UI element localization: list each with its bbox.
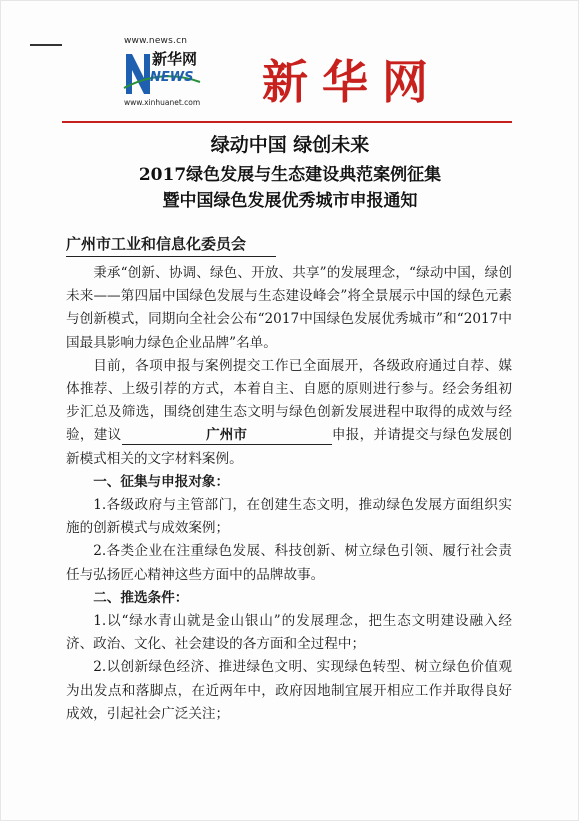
title-line-2: 2017绿色发展与生态建设典范案例征集	[138, 165, 442, 185]
title-line-3: 暨中国绿色发展优秀城市申报通知	[162, 191, 418, 211]
section-heading-2: 二、推选条件：	[93, 589, 189, 606]
masthead-rule	[62, 121, 512, 123]
paragraph-6: 2.以创新绿色经济、推进绿色文明、实现绿色转型、树立绿色价值观为出发点和落脚点，在近两年中，政府因地制宜展开相应工作并取得良好成效，引起社会广泛关注；	[66, 659, 512, 722]
paragraph-5: 1.以“绿水青山就是金山银山”的发展理念，把生态文明建设融入经济、政治、文化、社会建设的各方面和全过程中；	[66, 613, 512, 653]
recipient: 广州市工业和信息化委员会	[66, 233, 276, 257]
section-heading-1: 一、征集与申报对象：	[93, 473, 230, 490]
paragraph-1: 秉承“创新、协调、绿色、开放、共享”的发展理念，“绿动中国，绿创未来——第四届中国绿色发展与生态建设峰会”将全景展示中国的绿色元素与创新模式，同期向全社会公布“2017中国绿色发展优秀城市”和“2017中国最具影响力绿色企业品牌”名单。	[66, 265, 512, 351]
document-body	[66, 262, 512, 726]
xinhua-logo	[122, 36, 202, 108]
brand-title: 新华网	[262, 55, 442, 109]
paragraph-2-start: 目前，各项申报与案例提交工作已全面展开，各级政府通过自荐、媒体推荐、上级引荐的方式，本着自主、自愿的原则进行参与。经会务组初步汇总及筛选，围绕创建生态文明与绿色创新发展进程中取得的成效与经验，建议	[66, 357, 512, 444]
logo-url-top: www.news.cn	[124, 36, 188, 46]
corner-mark	[30, 44, 62, 46]
logo-news-text: NEWS	[150, 70, 194, 85]
paragraph-2-end: 申报，并请提交与绿色发展创新模式相关的文字材料案例。	[66, 427, 513, 467]
title-line-1: 绿动中国 绿创未来	[210, 134, 370, 156]
logo-url-bottom: www.xinhuanet.com	[124, 98, 201, 107]
paragraph-3: 1.各级政府与主管部门，在创建生态文明，推动绿色发展方面组织实施的创新模式与成效案例；	[66, 497, 512, 537]
paragraph-2	[66, 355, 512, 471]
paragraph-4: 2.各类企业在注重绿色发展、科技创新、树立绿色引领、履行社会责任与弘扬匠心精神这些方面中的品牌故事。	[66, 543, 512, 583]
logo-chinese-text: 新华网	[152, 50, 198, 68]
recommended-city-field: 广州市	[122, 426, 332, 445]
